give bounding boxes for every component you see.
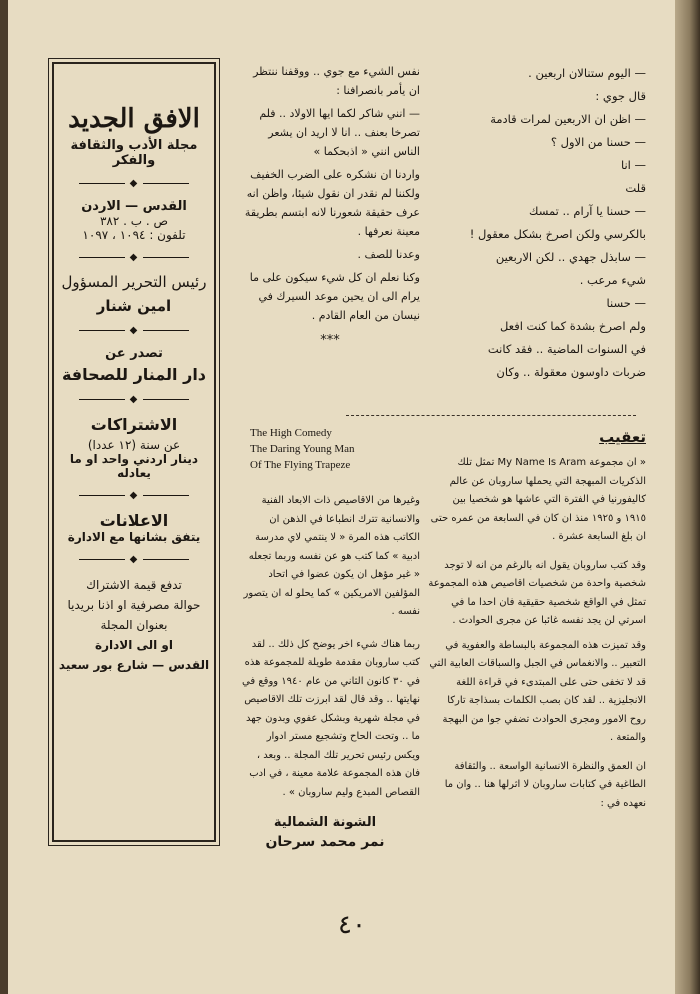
dialogue-line: قلت (625, 181, 646, 195)
dialogue-line: — انا (620, 158, 646, 172)
paragraph: وغيرها من الاقاصيص ذات الابعاد الفنية والانسانية تترك انطباعا في الذهن ان الكاتب هذه المرة « لا ينتمي لاي مدرسة ادبية » كما كتب هو عن نفسه وربما تجعله « غير مؤهل ان يكون عضوا في اتحاد المؤلفين الامريكين » كما يحلو له ان يتصور نفسه . (243, 495, 420, 617)
masthead-box (52, 62, 216, 842)
publisher-label: تصدر عن (105, 346, 163, 361)
paragraph: وعدنا للصف . (357, 248, 420, 261)
payment-line-1: تدفع قيمة الاشتراك (86, 578, 182, 592)
ornament-divider: ◆ (54, 554, 214, 565)
dialogue-line: ولم اصرخ بشدة كما كنت افعل (499, 319, 646, 333)
dialogue-line: شيء مرعب . (579, 273, 646, 287)
ornament-divider: ◆ (54, 252, 214, 263)
subscription-term: عن سنة (١٢ عددا) (87, 438, 181, 452)
payment-line-5: القدس — شارع بور سعيد (58, 658, 210, 672)
author-block (240, 815, 410, 850)
middle-column-bottom (240, 492, 420, 802)
editor-label: رئيس التحرير المسؤول (61, 273, 207, 291)
english-title: Of The Flying Trapeze (250, 459, 351, 471)
paragraph: وقد تميزت هذه المجموعة بالبساطة والعفوية في التعبير .. والانغماس في الجبل والسباقات العابية التي قد لا تخفى حتى على المبتدىء في قراءة اللغة الانجليزية .. لقد كان بصب الكلمات بسذاجة تاركا روح الامور ومجرى الحوادث تضفي جوا من البهجة والمتعة . (429, 639, 646, 743)
english-titles (250, 425, 420, 473)
ornament-divider: ◆ (54, 178, 214, 189)
dialogue-line: — حسنا يا آرام .. تمسك (529, 204, 646, 218)
editor-name: امين شنار (96, 297, 172, 315)
ornament-divider: ◆ (54, 325, 214, 336)
po-box: ص . ب . ٣٨٢ (99, 214, 169, 228)
commentary-heading: تعقيب (599, 428, 646, 446)
dialogue-line: في السنوات الماضية .. فقد كانت (487, 342, 646, 356)
dialogue-line: بالكرسي ولكن اصرخ بشكل معقول ! (469, 227, 646, 241)
ads-heading: الاعلانات (99, 511, 169, 530)
ornament-divider: ◆ (54, 394, 214, 405)
dialogue-line: — اظن ان الاربعين لمرات قادمة (490, 112, 646, 126)
author-place: الشونة الشمالية (273, 815, 377, 830)
paragraph: واردنا ان نشكره على الضرب الخفيف ولكننا لم نقدر ان نقول شيئا، واظن انه عرف حقيقة شعورنا لانه ابتسم بطريقة معينة نعرفها . (244, 168, 420, 238)
paragraph: نفس الشيء مع جوي .. ووقفنا ننتظر ان يأمر بانصرافنا : (253, 65, 420, 97)
payment-line-2: حوالة مصرفية او اذنا بريديا (67, 598, 201, 612)
middle-column-top (240, 62, 420, 350)
author-name: نمر محمد سرحان (265, 834, 385, 850)
page-number: ٤٠ (338, 910, 366, 940)
magazine-subtitle: مجلة الأدب والثقافة والفكر (70, 138, 198, 168)
paragraph: ان العمق والنظرة الانسانية الواسعة .. والثقافة الطاغية في كتابات ساروبان لا اثرلها هنا .. وان ما نعهده في : (444, 760, 646, 809)
right-column-top (428, 62, 646, 384)
right-column-bottom (428, 428, 646, 813)
paragraph: ربما هناك شيء اخر يوضح كل ذلك .. لقد كتب ساروبان مقدمة طويلة للمجموعة هذه في ٣٠ كانون الثاني من عام ١٩٤٠ ووقع في نهايتها .. وقد قال لقد ابرزت تلك الاقاصيص في مجلة شهرية وبشكل عفوي وبدون جهد ما .. وتحت الحاح وتشجيع مستر ادوار ويكس رئيس تحرير تلك المجلة .. وبعد ، فان هذه المجموعة علامة معينة ، في ادب القصاص المبدع وليم ساروبان » . (242, 638, 420, 798)
location: القدس — الاردن (81, 199, 187, 214)
dialogue-line: — اليوم ستنالان اربعين . (528, 66, 646, 80)
dialogue-line: قال جوي : (595, 89, 646, 103)
publisher-name: دار المنار للصحافة (61, 365, 207, 384)
english-title: The Daring Young Man (250, 443, 355, 455)
subscriptions-heading: الاشتراكات (90, 415, 178, 434)
section-divider (346, 415, 636, 416)
dialogue-line: — سابذل جهدي .. لكن الاربعين (495, 250, 646, 264)
magazine-page (8, 0, 675, 994)
english-title: The High Comedy (250, 427, 332, 439)
dialogue-line: ضربات داوسون معقولة .. وكان (496, 365, 646, 379)
page-edge (675, 0, 700, 994)
subscription-price: دينار اردني واحد او ما يعادله (69, 452, 199, 480)
dialogue-line: — حسنا (606, 296, 646, 310)
stars-separator: *** (320, 333, 340, 348)
ads-note: يتفق بشانها مع الادارة (67, 530, 201, 544)
paragraph: وكنا نعلم ان كل شيء سيكون على ما يرام الى ان يحين موعد السيرك في نيسان من العام القادم . (249, 271, 420, 322)
magazine-title: الافق الجديد (68, 104, 200, 134)
paragraph: وقد كتب ساروبان يقول انه بالرغم من انه لا توجد شخصية واحدة من شخصيات اقاصيص هذه المجموعة تمثل في الواقع شخصية حقيقية فان احدا ما في اسرتي لن يجد نفسه غائبا عن مجرى الحوادث . (428, 559, 646, 626)
dialogue-line: — حسنا من الاول ؟ (550, 135, 646, 149)
ornament-divider: ◆ (54, 490, 214, 501)
paragraph: — انني شاكر لكما ايها الاولاد .. فلم تصرخا بعنف .. انا لا اريد ان يشعر الناس انني « اذبحكما » (259, 107, 420, 158)
paragraph: « ان مجموعة My Name Is Aram تمثل تلك الذكريات المبهجة التي يحملها ساروبان عن عالم كاليفورنيا في الفترة التي عاشها هو شخصيا بين ١٩١٥ و ١٩٢٥ منذ ان كان في السابعة من عمره حتى ان بلغ السابعة عشرة . (430, 457, 646, 542)
payment-line-3: بعنوان المجلة (100, 618, 168, 632)
payment-line-4: او الى الادارة (95, 638, 173, 652)
phone: تلفون : ١٠٩٤ ، ١٠٩٧ (82, 228, 186, 242)
